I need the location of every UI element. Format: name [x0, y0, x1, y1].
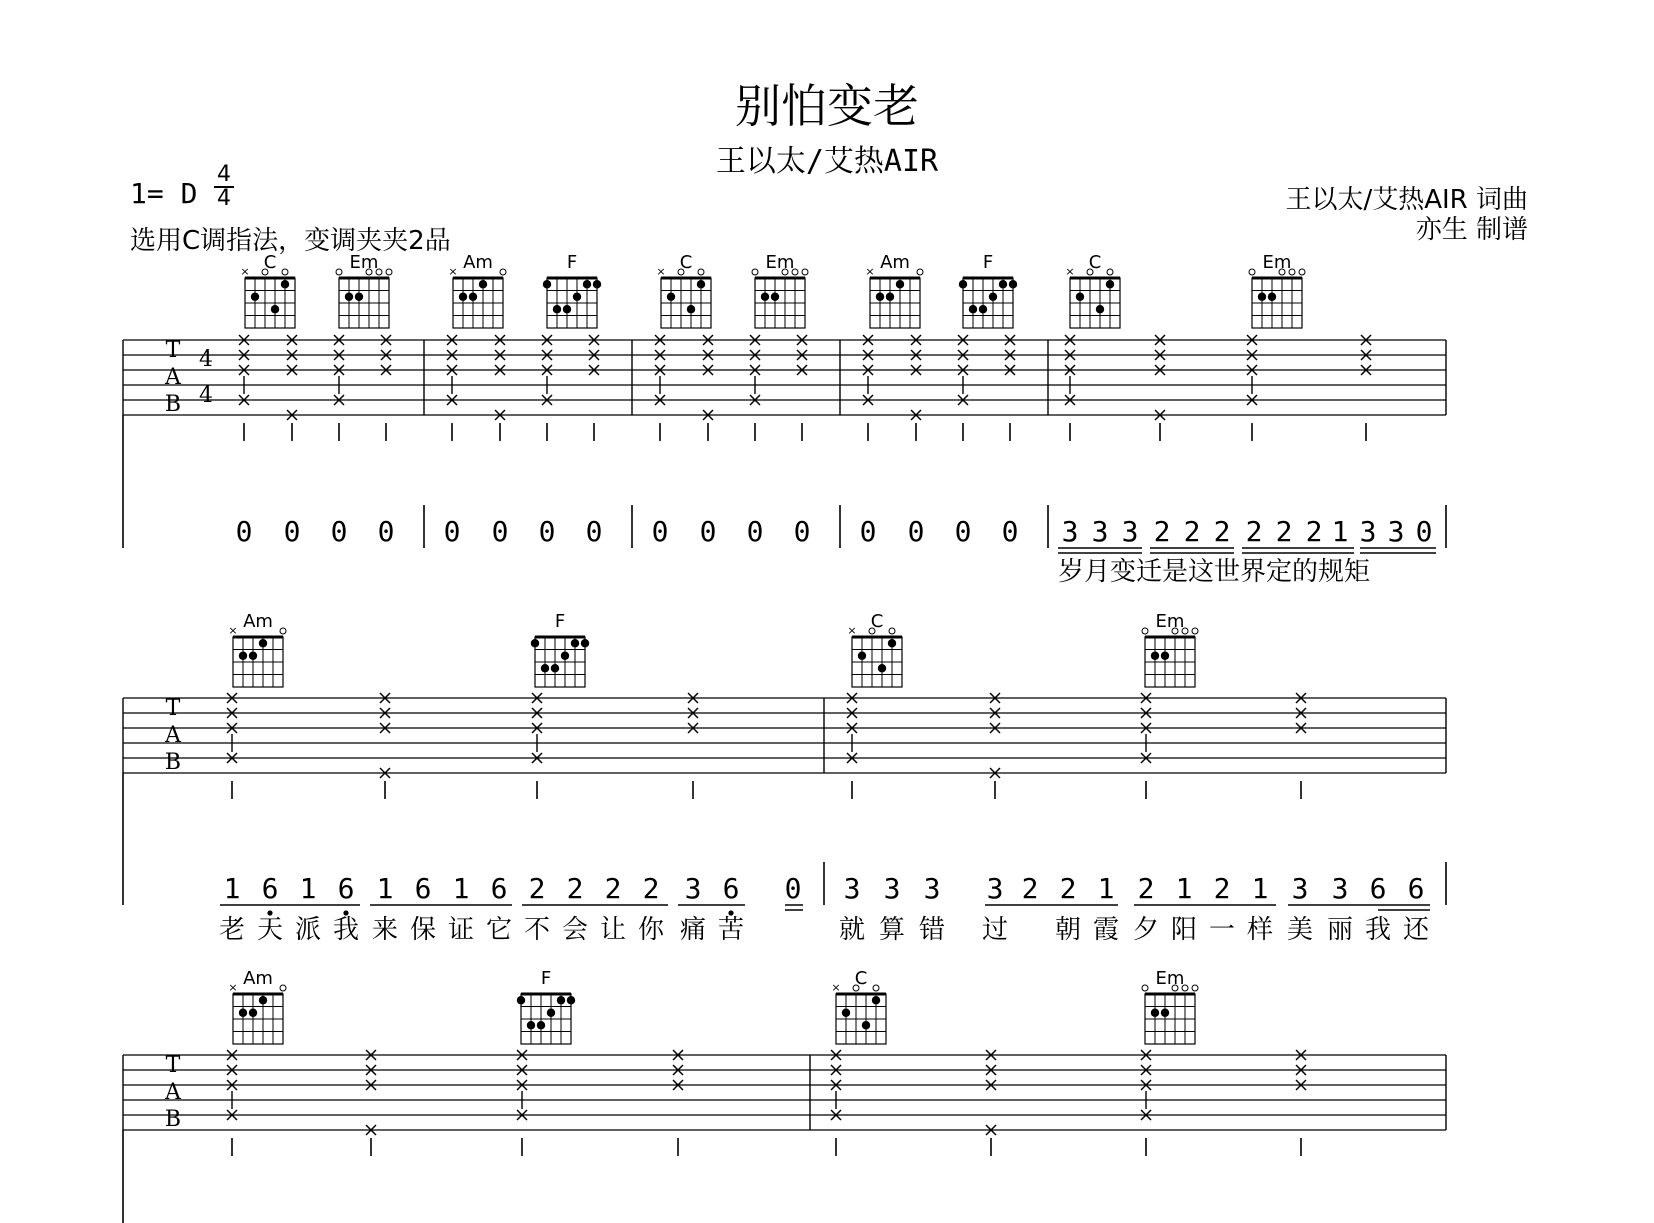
- jianpu-note: 0: [859, 515, 877, 548]
- chord-finger-dot: [979, 305, 987, 313]
- chord-diagram-f: [531, 611, 589, 687]
- lyric-char: 天: [256, 915, 284, 945]
- jianpu-note: 1: [1175, 872, 1193, 905]
- chord-diagram-am: [448, 252, 506, 328]
- jianpu-note: 0: [699, 515, 717, 548]
- chord-finger-dot: [355, 293, 363, 301]
- chord-open-mark: [336, 269, 342, 275]
- jianpu-note: 6: [337, 872, 355, 905]
- jianpu-note: 2: [642, 872, 660, 905]
- chord-finger-dot: [239, 652, 247, 660]
- tab-clef-b: B: [164, 750, 182, 775]
- lyric-char: 错: [918, 915, 946, 945]
- jianpu-note: 1: [452, 872, 470, 905]
- chord-name: C: [1088, 252, 1102, 273]
- lyric-char: 苦: [717, 915, 745, 945]
- jianpu-note: 3: [1291, 872, 1309, 905]
- chord-diagram-em: [1142, 611, 1198, 687]
- lyric-char: 来: [371, 915, 399, 945]
- jianpu-note: 2: [1059, 872, 1077, 905]
- song-artist: 王以太/艾热AIR: [715, 144, 939, 179]
- lyric-char: 还: [1402, 915, 1430, 945]
- chord-muted-mark: ×: [1065, 265, 1075, 278]
- lyric-char: 过: [981, 915, 1009, 945]
- chord-finger-dot: [271, 305, 279, 313]
- jianpu-note: 6: [261, 872, 279, 905]
- lyric-char: 派: [294, 915, 322, 945]
- jianpu-note: 3: [1387, 515, 1405, 548]
- chord-finger-dot: [872, 996, 880, 1004]
- chord-diagram-am: [228, 968, 286, 1044]
- chord-finger-dot: [896, 280, 904, 288]
- chord-open-mark: [917, 269, 923, 275]
- jianpu-note: 0: [235, 515, 253, 548]
- jianpu-note: 3: [843, 872, 861, 905]
- lyric-char: 一: [1208, 915, 1236, 945]
- jianpu-note: 0: [907, 515, 925, 548]
- chord-name: F: [566, 252, 578, 273]
- chord-finger-dot: [1258, 293, 1266, 301]
- chord-diagram-c: [847, 611, 902, 687]
- jianpu-note: 6: [490, 872, 508, 905]
- chord-finger-dot: [989, 293, 997, 301]
- chord-name: Am: [243, 968, 273, 989]
- tab-staff-system-3: [123, 1050, 1446, 1156]
- chord-finger-dot: [537, 1021, 545, 1029]
- jianpu-note: 2: [1021, 872, 1039, 905]
- chord-name: F: [554, 611, 566, 632]
- chord-finger-dot: [581, 639, 589, 647]
- chord-finger-dot: [862, 1021, 870, 1029]
- chord-open-mark: [1192, 985, 1198, 991]
- chord-finger-dot: [667, 293, 675, 301]
- tab-clef-t: T: [165, 338, 181, 363]
- chord-finger-dot: [697, 280, 705, 288]
- chord-name: Em: [765, 252, 795, 273]
- chord-open-mark: [1249, 269, 1255, 275]
- chord-name: C: [854, 968, 868, 989]
- chord-finger-dot: [547, 1009, 555, 1017]
- chord-finger-dot: [876, 293, 884, 301]
- lyric-line: 岁月变迁是这世界定的规矩: [1058, 557, 1371, 587]
- chord-diagram-c: [240, 252, 295, 328]
- jianpu-note: 3: [986, 872, 1004, 905]
- jianpu-note: 0: [793, 515, 811, 548]
- jianpu-note: 2: [1213, 872, 1231, 905]
- chord-name: Am: [463, 252, 493, 273]
- chord-finger-dot: [567, 996, 575, 1004]
- chord-finger-dot: [557, 996, 565, 1004]
- jianpu-note: 0: [1415, 515, 1433, 548]
- jianpu-note: 3: [1359, 515, 1377, 548]
- chord-finger-dot: [281, 280, 289, 288]
- lyric-char: 朝: [1054, 915, 1082, 945]
- lyric-char: 保: [409, 915, 437, 945]
- chord-finger-dot: [888, 639, 896, 647]
- jianpu-note: 2: [1305, 515, 1323, 548]
- chord-finger-dot: [878, 664, 886, 672]
- capo-note: 选用C调指法，变调夹夹2品: [130, 226, 451, 256]
- chord-diagram-em: [1249, 252, 1305, 328]
- chord-open-mark: [280, 985, 286, 991]
- chord-name: Am: [243, 611, 273, 632]
- chord-muted-mark: ×: [865, 265, 875, 278]
- tab-clef-b: B: [164, 1107, 182, 1132]
- chord-finger-dot: [771, 293, 779, 301]
- jianpu-note: 0: [283, 515, 301, 548]
- song-title: 别怕变老: [735, 79, 919, 133]
- jianpu-note: 2: [1245, 515, 1263, 548]
- chord-name: Am: [880, 252, 910, 273]
- chord-open-mark: [889, 628, 895, 634]
- chord-diagram-c: [656, 252, 711, 328]
- jianpu-note: 0: [330, 515, 348, 548]
- jianpu-note: 2: [1153, 515, 1171, 548]
- chord-muted-mark: ×: [240, 265, 250, 278]
- chord-name: Em: [1262, 252, 1292, 273]
- chord-open-mark: [500, 269, 506, 275]
- jianpu-note: 2: [528, 872, 546, 905]
- credit-transcriber: 亦生 制谱: [1415, 215, 1528, 245]
- jianpu-note: 3: [1061, 515, 1079, 548]
- tab-clef-t: T: [165, 696, 181, 721]
- jianpu-note: 0: [377, 515, 395, 548]
- chord-name: Em: [349, 252, 379, 273]
- chord-open-mark: [1142, 985, 1148, 991]
- chord-open-mark: [1299, 269, 1305, 275]
- chord-finger-dot: [563, 305, 571, 313]
- chord-finger-dot: [551, 664, 559, 672]
- jianpu-note: 0: [954, 515, 972, 548]
- chord-diagram-f: [517, 968, 575, 1044]
- chord-diagram-f: [543, 252, 601, 328]
- chord-finger-dot: [842, 1009, 850, 1017]
- chord-finger-dot: [543, 280, 551, 288]
- lyric-char: 美: [1286, 915, 1314, 945]
- jianpu-note: 0: [651, 515, 669, 548]
- chord-name: F: [540, 968, 552, 989]
- chord-finger-dot: [959, 280, 967, 288]
- chord-finger-dot: [1161, 652, 1169, 660]
- chord-open-mark: [873, 985, 879, 991]
- chord-finger-dot: [249, 1009, 257, 1017]
- tab-clef-t: T: [165, 1053, 181, 1078]
- chord-name: Em: [1155, 611, 1185, 632]
- jianpu-note: 0: [443, 515, 461, 548]
- chord-finger-dot: [687, 305, 695, 313]
- chord-finger-dot: [469, 293, 477, 301]
- lyric-char: 老: [218, 915, 246, 945]
- jianpu-note: 3: [923, 872, 941, 905]
- chord-finger-dot: [239, 1009, 247, 1017]
- lyric-char: 算: [878, 915, 906, 945]
- jianpu-note: 2: [566, 872, 584, 905]
- chord-finger-dot: [517, 996, 525, 1004]
- lyric-char: 你: [637, 915, 665, 945]
- chord-diagram-c: [1065, 252, 1120, 328]
- chord-finger-dot: [251, 293, 259, 301]
- chord-finger-dot: [259, 996, 267, 1004]
- chord-open-mark: [280, 628, 286, 634]
- chord-open-mark: [752, 269, 758, 275]
- chord-diagram-am: [228, 611, 286, 687]
- jianpu-note: 1: [1251, 872, 1269, 905]
- chord-name: C: [870, 611, 884, 632]
- chord-finger-dot: [1151, 1009, 1159, 1017]
- tab-clef-a: A: [165, 1080, 181, 1105]
- chord-finger-dot: [1009, 280, 1017, 288]
- chord-muted-mark: ×: [656, 265, 666, 278]
- lyric-char: 就: [838, 915, 866, 945]
- chord-finger-dot: [1106, 280, 1114, 288]
- credit-lyrics-music: 王以太/艾热AIR 词曲: [1285, 185, 1528, 215]
- jianpu-note: 2: [1137, 872, 1155, 905]
- chord-finger-dot: [573, 293, 581, 301]
- chord-finger-dot: [531, 639, 539, 647]
- chord-name: C: [263, 252, 277, 273]
- chord-finger-dot: [1268, 293, 1276, 301]
- chord-finger-dot: [761, 293, 769, 301]
- chord-finger-dot: [553, 305, 561, 313]
- chord-muted-mark: ×: [847, 624, 857, 637]
- chord-finger-dot: [541, 664, 549, 672]
- chord-open-mark: [802, 269, 808, 275]
- lyric-char: 证: [447, 915, 475, 945]
- chord-diagram-c: [831, 968, 886, 1044]
- chord-finger-dot: [593, 280, 601, 288]
- jianpu-note: 6: [1369, 872, 1387, 905]
- jianpu-note: 0: [746, 515, 764, 548]
- chord-open-mark: [1192, 628, 1198, 634]
- time-signature-bottom: 4: [217, 186, 231, 211]
- lyric-char: 我: [332, 915, 360, 945]
- chord-finger-dot: [886, 293, 894, 301]
- jianpu-note: 0: [538, 515, 556, 548]
- lyric-char: 阳: [1170, 915, 1198, 945]
- lyric-char: 痛: [679, 915, 707, 945]
- chord-name: F: [982, 252, 994, 273]
- jianpu-note: 2: [1183, 515, 1201, 548]
- jianpu-note: 1: [223, 872, 241, 905]
- jianpu-note: 2: [1275, 515, 1293, 548]
- tab-clef-a: A: [165, 723, 181, 748]
- lyric-char: 样: [1246, 915, 1274, 945]
- jianpu-note: 1: [299, 872, 317, 905]
- chord-finger-dot: [479, 280, 487, 288]
- chord-finger-dot: [858, 652, 866, 660]
- chord-diagram-em: [752, 252, 808, 328]
- lyric-char: 让: [599, 915, 627, 945]
- chord-finger-dot: [1161, 1009, 1169, 1017]
- tab-clef-a: A: [165, 365, 181, 390]
- jianpu-note: 0: [1001, 515, 1019, 548]
- chord-diagram-f: [959, 252, 1017, 328]
- jianpu-note: 3: [1331, 872, 1349, 905]
- chord-diagram-am: [865, 252, 923, 328]
- lyric-char: 夕: [1132, 915, 1160, 945]
- chord-finger-dot: [1151, 652, 1159, 660]
- chord-open-mark: [1142, 628, 1148, 634]
- chord-name: Em: [1155, 968, 1185, 989]
- lyric-char: 丽: [1326, 915, 1354, 945]
- chord-finger-dot: [571, 639, 579, 647]
- chord-finger-dot: [583, 280, 591, 288]
- lyric-char: 我: [1364, 915, 1392, 945]
- tab-time-top: 4: [199, 347, 213, 372]
- tab-staff-system-2: [123, 693, 1446, 799]
- jianpu-note: 6: [1407, 872, 1425, 905]
- chord-open-mark: [1107, 269, 1113, 275]
- chord-finger-dot: [969, 305, 977, 313]
- jianpu-note: 3: [1091, 515, 1109, 548]
- lyric-char: 霞: [1092, 915, 1120, 945]
- key-signature: 1= D: [130, 177, 198, 210]
- tab-time-bottom: 4: [199, 383, 213, 408]
- jianpu-note: 3: [1121, 515, 1139, 548]
- time-signature-top: 4: [217, 162, 231, 187]
- jianpu-note: 6: [414, 872, 432, 905]
- chord-muted-mark: ×: [831, 981, 841, 994]
- jianpu-note: 1: [376, 872, 394, 905]
- jianpu-note: 1: [1097, 872, 1115, 905]
- chord-finger-dot: [249, 652, 257, 660]
- jianpu-note: 0: [585, 515, 603, 548]
- chord-diagram-em: [1142, 968, 1198, 1044]
- jianpu-note: 0: [491, 515, 509, 548]
- jianpu-note: 2: [604, 872, 622, 905]
- jianpu-note: 6: [722, 872, 740, 905]
- chord-finger-dot: [999, 280, 1007, 288]
- chord-finger-dot: [1096, 305, 1104, 313]
- jianpu-note: 0: [784, 872, 802, 905]
- chord-name: C: [679, 252, 693, 273]
- tab-staff-system-1: [123, 335, 1446, 441]
- jianpu-note: 3: [684, 872, 702, 905]
- chord-finger-dot: [345, 293, 353, 301]
- tab-clef-b: B: [164, 392, 182, 417]
- lyric-char: 不: [523, 915, 551, 945]
- chord-finger-dot: [527, 1021, 535, 1029]
- jianpu-note: 2: [1213, 515, 1231, 548]
- chord-open-mark: [698, 269, 704, 275]
- chord-muted-mark: ×: [228, 624, 238, 637]
- chord-finger-dot: [459, 293, 467, 301]
- chord-diagram-em: [336, 252, 392, 328]
- jianpu-note: 3: [883, 872, 901, 905]
- jianpu-note: 1: [1331, 515, 1349, 548]
- lyric-char: 它: [485, 915, 513, 945]
- chord-open-mark: [386, 269, 392, 275]
- chord-open-mark: [282, 269, 288, 275]
- lyric-char: 会: [561, 915, 589, 945]
- chord-muted-mark: ×: [228, 981, 238, 994]
- chord-muted-mark: ×: [448, 265, 458, 278]
- chord-finger-dot: [561, 652, 569, 660]
- chord-finger-dot: [259, 639, 267, 647]
- chord-finger-dot: [1076, 293, 1084, 301]
